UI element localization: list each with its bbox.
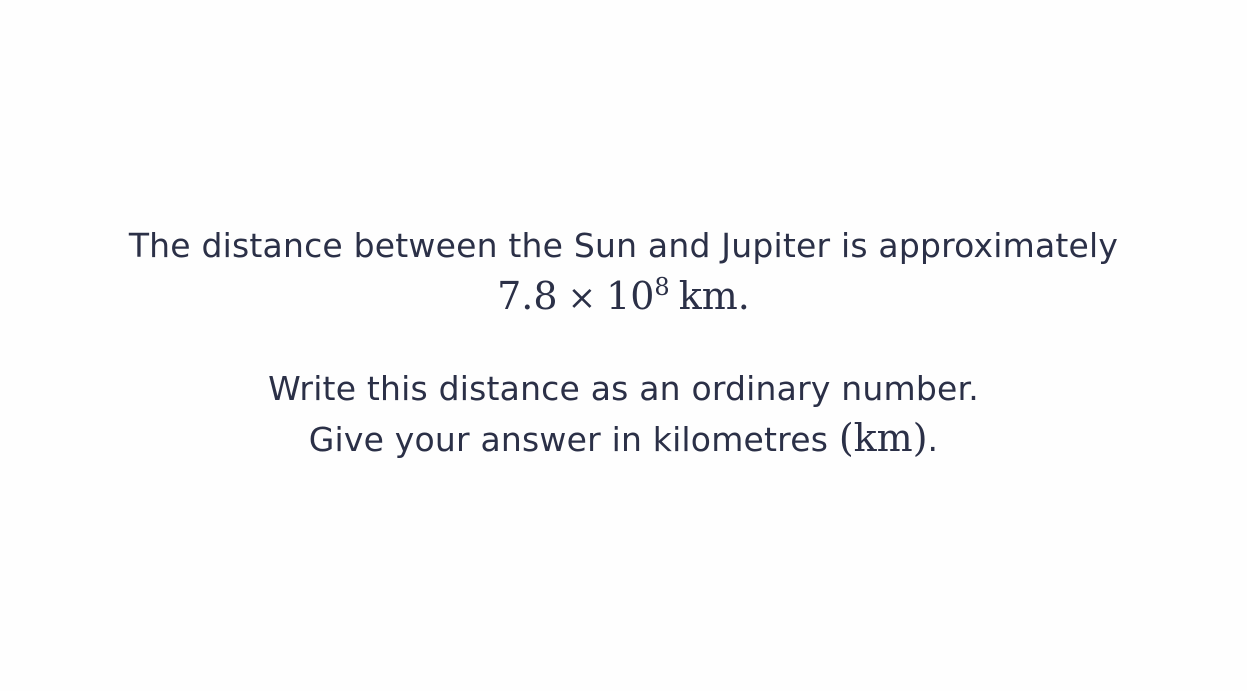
power-exponent: 8 [654, 273, 670, 301]
instruction-units-text: Give your answer in kilometres [308, 420, 829, 459]
instruction-ordinary-number: Write this distance as an ordinary number. [268, 369, 979, 408]
value-period: . [737, 274, 750, 318]
instruction-units [0, 416, 1247, 460]
unit-paren-open: ( [838, 416, 854, 460]
instruction-units-period: . [927, 420, 939, 459]
answer-unit: km [853, 416, 913, 460]
question-intro: The distance between the Sun and Jupiter is approximately [128, 226, 1119, 265]
scientific-notation-value [0, 273, 1247, 318]
times-symbol: × [567, 278, 597, 318]
power-base: 10 [606, 274, 655, 318]
unit-paren-close: ) [912, 416, 928, 460]
distance-unit: km [678, 274, 738, 318]
mantissa: 7.8 [497, 274, 558, 318]
